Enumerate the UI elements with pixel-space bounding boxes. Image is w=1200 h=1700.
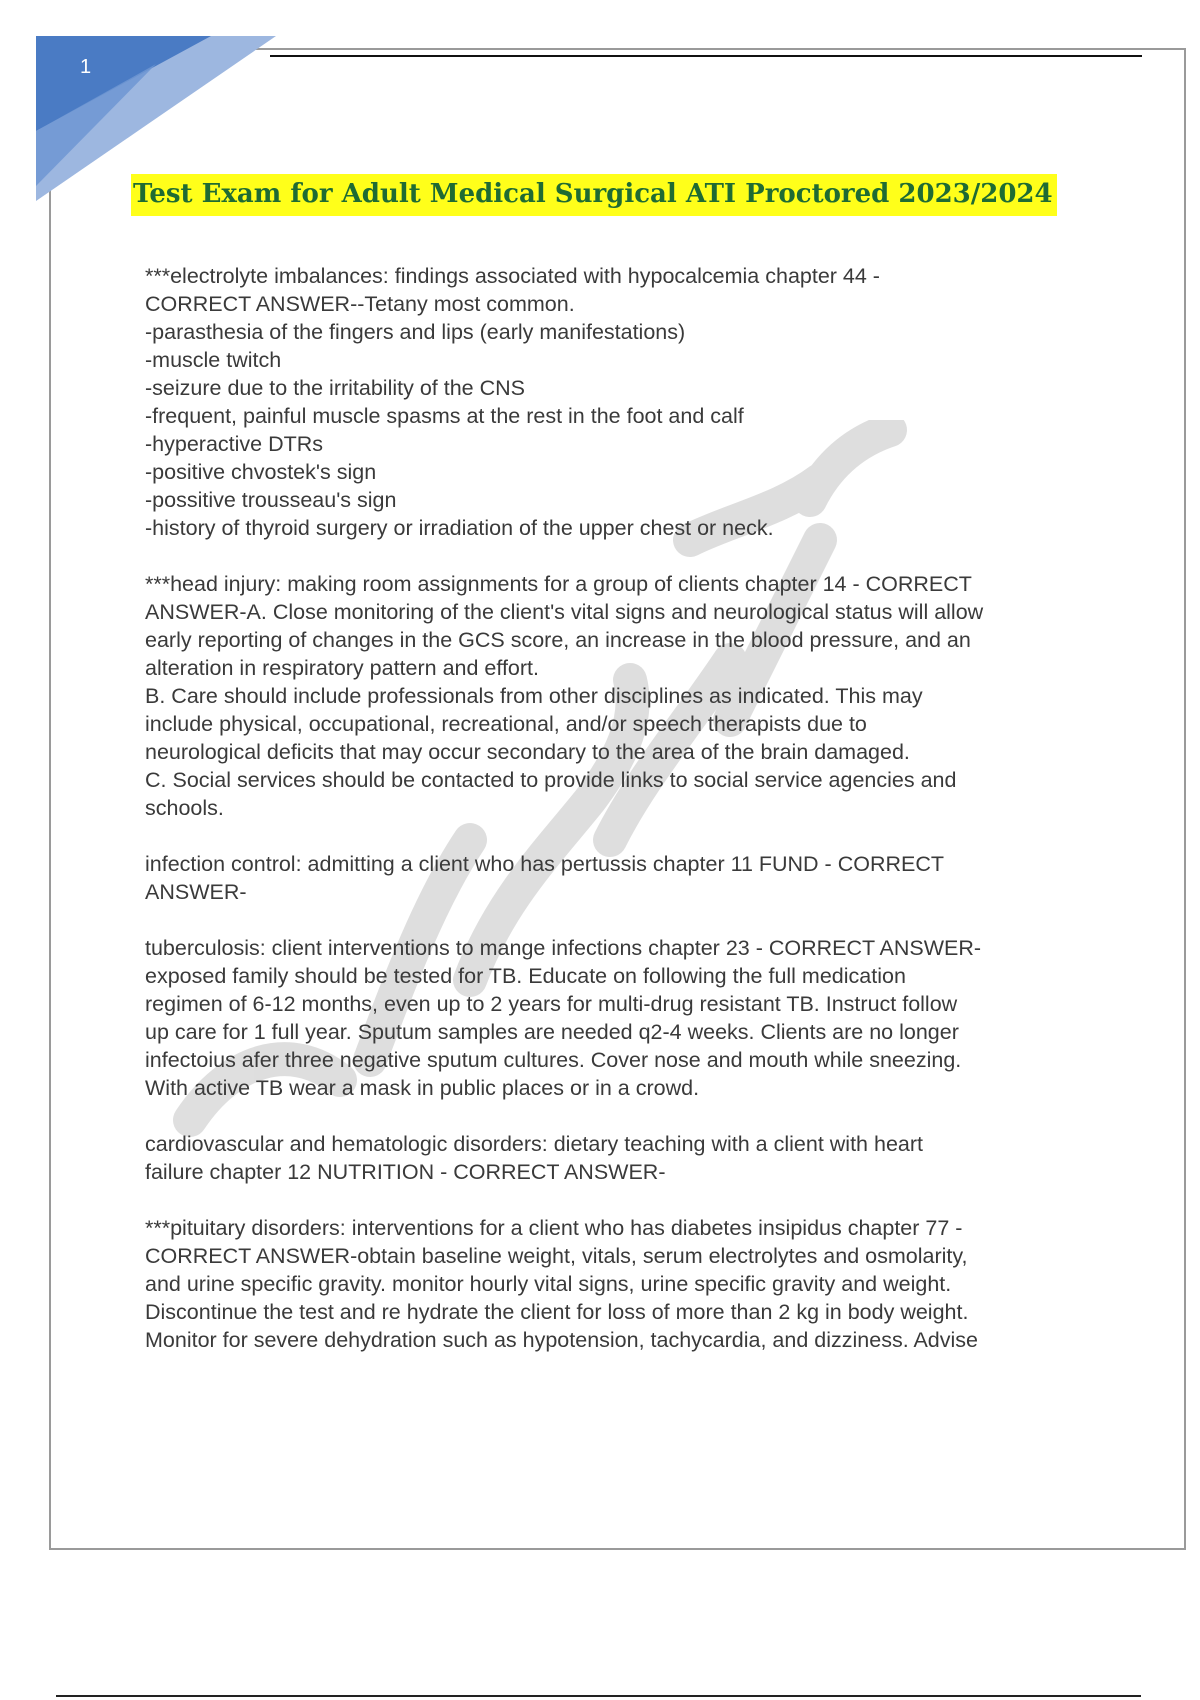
entry-line: infection control: admitting a client who has pertussis chapter 11 FUND - CORRECT bbox=[145, 852, 944, 876]
page-number: 1 bbox=[80, 56, 92, 78]
entry-line: -parasthesia of the fingers and lips (early manifestations) bbox=[145, 320, 686, 344]
entry-line: neurological deficits that may occur secondary to the area of the brain damaged. bbox=[145, 740, 910, 764]
entry-line: -history of thyroid surgery or irradiation of the upper chest or neck. bbox=[145, 516, 774, 540]
entry-line: -seizure due to the irritability of the CNS bbox=[145, 376, 525, 400]
entry-line: early reporting of changes in the GCS score, an increase in the blood pressure, and an bbox=[145, 628, 971, 652]
entry-line: schools. bbox=[145, 796, 224, 820]
entry-line: -possitive trousseau's sign bbox=[145, 488, 397, 512]
entry-line: cardiovascular and hematologic disorders: dietary teaching with a client with heart bbox=[145, 1132, 923, 1156]
entry-line: -frequent, painful muscle spasms at the rest in the foot and calf bbox=[145, 404, 744, 428]
entry-line: include physical, occupational, recreational, and/or speech therapists due to bbox=[145, 712, 867, 736]
entry-line: -hyperactive DTRs bbox=[145, 432, 324, 456]
entry-line: failure chapter 12 NUTRITION - CORRECT ANSWER- bbox=[145, 1160, 666, 1184]
entry-line: C. Social services should be contacted to provide links to social service agencies and bbox=[145, 768, 957, 792]
footer-rule bbox=[56, 1695, 1141, 1697]
entry-line: ***pituitary disorders: interventions for a client who has diabetes insipidus chapter 77 - bbox=[145, 1216, 963, 1240]
qa-entry bbox=[145, 262, 1095, 542]
qa-entry bbox=[145, 1214, 1095, 1354]
entry-line: alteration in respiratory pattern and effort. bbox=[145, 656, 539, 680]
qa-entry bbox=[145, 850, 1095, 906]
entry-line: ***electrolyte imbalances: findings associated with hypocalcemia chapter 44 - bbox=[145, 264, 880, 288]
qa-entry bbox=[145, 934, 1095, 1102]
entry-line: Discontinue the test and re hydrate the client for loss of more than 2 kg in body weight. bbox=[145, 1300, 969, 1324]
title-block bbox=[131, 174, 1057, 216]
document-title: Test Exam for Adult Medical Surgical ATI Proctored 2023/2024 bbox=[131, 174, 1057, 216]
entry-line: Monitor for severe dehydration such as hypotension, tachycardia, and dizziness. Advise bbox=[145, 1328, 978, 1352]
document-body bbox=[145, 262, 1095, 1382]
entry-line: With active TB wear a mask in public places or in a crowd. bbox=[145, 1076, 700, 1100]
entry-line: CORRECT ANSWER-obtain baseline weight, vitals, serum electrolytes and osmolarity, bbox=[145, 1244, 968, 1268]
entry-line: tuberculosis: client interventions to mange infections chapter 23 - CORRECT ANSWER- bbox=[145, 936, 982, 960]
entry-line: ANSWER- bbox=[145, 880, 247, 904]
entry-line: and urine specific gravity. monitor hourly vital signs, urine specific gravity and weight. bbox=[145, 1272, 952, 1296]
entry-line: exposed family should be tested for TB. Educate on following the full medication bbox=[145, 964, 906, 988]
entry-line: up care for 1 full year. Sputum samples are needed q2-4 weeks. Clients are no longer bbox=[145, 1020, 959, 1044]
entry-line: infectoius afer three negative sputum cultures. Cover nose and mouth while sneezing. bbox=[145, 1048, 962, 1072]
qa-entry bbox=[145, 1130, 1095, 1186]
entry-line: CORRECT ANSWER--Tetany most common. bbox=[145, 292, 575, 316]
entry-line: ANSWER-A. Close monitoring of the client's vital signs and neurological status will allow bbox=[145, 600, 984, 624]
entry-line: B. Care should include professionals from other disciplines as indicated. This may bbox=[145, 684, 923, 708]
entry-line: -positive chvostek's sign bbox=[145, 460, 377, 484]
header-rule bbox=[270, 55, 1142, 57]
entry-line: regimen of 6-12 months, even up to 2 years for multi-drug resistant TB. Instruct follow bbox=[145, 992, 958, 1016]
entry-line: -muscle twitch bbox=[145, 348, 282, 372]
qa-entry bbox=[145, 570, 1095, 822]
entry-line: ***head injury: making room assignments for a group of clients chapter 14 - CORRECT bbox=[145, 572, 972, 596]
